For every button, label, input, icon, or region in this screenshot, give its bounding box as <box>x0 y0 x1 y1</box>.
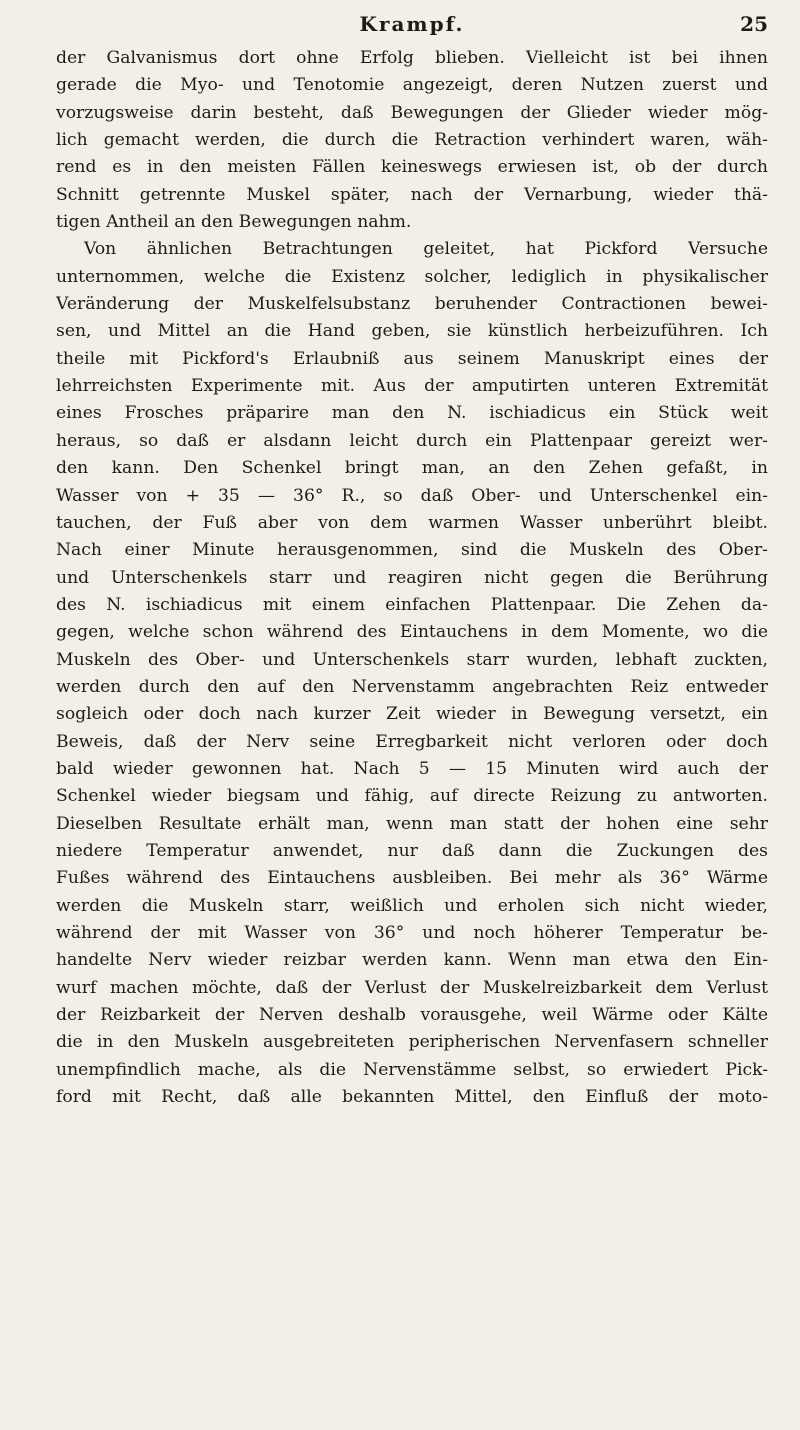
text-line: bald wieder gewonnen hat. Nach 5 — 15 Minuten wird auch der <box>56 758 768 779</box>
text-line: und Unterschenkels starr und reagiren nicht gegen die Berührung <box>56 567 768 588</box>
text-line: Beweis, daß der Nerv seine Erregbarkeit nicht verloren oder doch <box>56 731 768 752</box>
text-line: Von ähnlichen Betrachtungen geleitet, hat Pickford Versuche <box>84 239 768 260</box>
text-line: gerade die Myo- und Tenotomie angezeigt, deren Nutzen zuerst und <box>56 75 768 96</box>
text-line: lich gemacht werden, die durch die Retraction verhindert waren, wäh- <box>56 130 768 151</box>
text-line: sogleich oder doch nach kurzer Zeit wieder in Bewegung versetzt, ein <box>56 704 768 725</box>
text-line: theile mit Pickford's Erlaubniß aus seinem Manuskript eines der <box>56 348 768 369</box>
text-line: niedere Temperatur anwendet, nur daß dann die Zuckungen des <box>56 840 768 861</box>
text-line: vorzugsweise darin besteht, daß Bewegungen der Glieder wieder mög- <box>56 102 768 123</box>
text-line: gegen, welche schon während des Eintauchens in dem Momente, wo die <box>56 622 768 643</box>
text-line: der Reizbarkeit der Nerven deshalb vorausgehe, weil Wärme oder Kälte <box>56 1005 768 1026</box>
text-line: heraus, so daß er alsdann leicht durch ein Plattenpaar gereizt wer- <box>56 430 768 451</box>
text-line: lehrreichsten Experimente mit. Aus der amputirten unteren Extremität <box>56 376 768 397</box>
running-title: Krampf. <box>359 12 465 36</box>
text-line: während der mit Wasser von 36° und noch höherer Temperatur be- <box>56 923 768 943</box>
text-line: unternommen, welche die Existenz solcher, lediglich in physikalischer <box>56 266 768 287</box>
text-line: Dieselben Resultate erhält man, wenn man statt der hohen eine sehr <box>56 813 768 834</box>
text-line: sen, und Mittel an die Hand geben, sie künstlich herbeizuführen. Ich <box>56 321 768 342</box>
text-line: tauchen, der Fuß aber von dem warmen Wasser unberührt bleibt. <box>56 512 768 533</box>
body-text <box>56 45 768 1111</box>
text-line: Schnitt getrennte Muskel später, nach der Vernarbung, wieder thä- <box>56 184 768 205</box>
text-line: die in den Muskeln ausgebreiteten peripherischen Nervenfasern schneller <box>56 1032 768 1053</box>
text-line: Veränderung der Muskelfelsubstanz beruhender Contractionen bewei- <box>56 294 768 315</box>
text-line: eines Frosches präparire man den N. ischiadicus ein Stück weit <box>56 403 768 424</box>
text-line: ford mit Recht, daß alle bekannten Mittel, den Einfluß der moto- <box>56 1087 768 1108</box>
text-line: handelte Nerv wieder reizbar werden kann. Wenn man etwa den Ein- <box>56 950 768 971</box>
text-line: Nach einer Minute herausgenommen, sind die Muskeln des Ober- <box>56 540 768 561</box>
text-line: Fußes während des Eintauchens ausbleiben. Bei mehr als 36° Wärme <box>56 868 768 889</box>
text-line: Schenkel wieder biegsam und fähig, auf directe Reizung zu antworten. <box>56 786 768 807</box>
text-line: des N. ischiadicus mit einem einfachen Plattenpaar. Die Zehen da- <box>56 594 768 615</box>
text-line: wurf machen möchte, daß der Verlust der Muskelreizbarkeit dem Verlust <box>56 977 768 998</box>
text-line: den kann. Den Schenkel bringt man, an den Zehen gefaßt, in <box>56 458 768 479</box>
text-line: werden durch den auf den Nervenstamm angebrachten Reiz entweder <box>56 676 768 697</box>
text-line: rend es in den meisten Fällen keineswegs erwiesen ist, ob der durch <box>56 157 768 178</box>
text-line: tigen Antheil an den Bewegungen nahm. <box>56 212 412 233</box>
text-line: Wasser von + 35 — 36° R., so daß Ober- und Unterschenkel ein- <box>56 485 768 506</box>
text-line: unempfindlich mache, als die Nervenstämme selbst, so erwiedert Pick- <box>56 1059 768 1080</box>
text-line: Muskeln des Ober- und Unterschenkels starr wurden, lebhaft zuckten, <box>56 649 768 670</box>
page-number: 25 <box>740 12 768 36</box>
running-head <box>56 12 768 46</box>
text-line: werden die Muskeln starr, weißlich und erholen sich nicht wieder, <box>56 895 768 916</box>
text-line: der Galvanismus dort ohne Erfolg blieben. Vielleicht ist bei ihnen <box>56 48 768 68</box>
